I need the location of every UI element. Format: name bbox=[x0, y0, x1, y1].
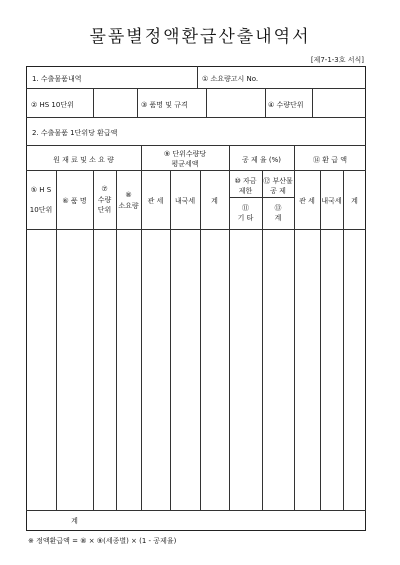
refund-customs-col-header: 관 세 bbox=[299, 197, 315, 205]
other-col-header-1: ⑪ bbox=[242, 204, 249, 212]
export-goods-label: 1. 수출물품내역 bbox=[32, 75, 82, 83]
unit-col-header-2: 수량 bbox=[97, 196, 112, 204]
rule bbox=[312, 88, 313, 117]
req-col-header-1: ⑧ bbox=[125, 191, 132, 199]
domestic-col-header: 내국세 bbox=[174, 197, 196, 205]
qty-unit-label: ④ 수량단위 bbox=[268, 101, 304, 109]
hs-code-label: ② HS 10단위 bbox=[31, 101, 74, 109]
rule bbox=[26, 229, 366, 230]
export-decl-no-label: ① 소요량고시 No. bbox=[202, 75, 259, 83]
rule bbox=[26, 117, 366, 118]
unit-col-header-3: 단위 bbox=[97, 206, 112, 214]
rule bbox=[26, 88, 366, 89]
unit-refund-header-2: 평균세액 bbox=[171, 160, 199, 168]
form-number: [제7-1-3호 서식] bbox=[310, 56, 364, 64]
self-col-header-2: 제한 bbox=[238, 187, 253, 195]
rule bbox=[93, 170, 94, 510]
total-col-header: 계 bbox=[211, 197, 218, 205]
unit-col-header-1: ⑦ bbox=[101, 185, 108, 193]
rule bbox=[200, 170, 201, 510]
rule bbox=[170, 170, 171, 510]
deduction-rate-header: 공 제 율 (%) bbox=[241, 156, 282, 164]
hs-col-header-2: 10단위 bbox=[29, 206, 53, 214]
refund-formula-note: ※ 정액환급액 = ⑧ × ⑨(세종별) × (1 - 공제율) bbox=[28, 537, 177, 545]
name-col-header: ⑥ 품 명 bbox=[62, 197, 87, 205]
hs-col-header-1: ⑤ H S bbox=[30, 186, 52, 194]
rule bbox=[206, 88, 207, 117]
refund-amount-header: ⑭ 환 급 액 bbox=[313, 156, 347, 164]
usage-col-header-1: ⑫ 부산물 bbox=[263, 177, 293, 185]
rule bbox=[137, 88, 138, 117]
usage-col-header-2: 공 제 bbox=[270, 187, 286, 195]
rule bbox=[26, 510, 366, 511]
self-col-header-1: ⑩ 자금 bbox=[234, 177, 257, 185]
customs-col-header: 관 세 bbox=[147, 197, 164, 205]
rule bbox=[26, 145, 366, 146]
req-col-header-2: 소요량 bbox=[118, 202, 139, 210]
rule bbox=[265, 88, 266, 117]
rule bbox=[343, 170, 344, 510]
rule bbox=[197, 66, 198, 88]
rule bbox=[320, 170, 321, 510]
total-row-label: 계 bbox=[71, 517, 78, 525]
rule bbox=[229, 145, 230, 510]
rule bbox=[26, 170, 366, 171]
other-col-header-2: 기 타 bbox=[237, 214, 254, 222]
rule bbox=[116, 170, 117, 510]
raw-material-header: 원 재 료 및 소 요 량 bbox=[53, 156, 114, 164]
sum-col-header-2: 계 bbox=[274, 214, 282, 222]
unit-refund-header-1: ⑨ 단위수량당 bbox=[163, 150, 207, 158]
sum-col-header-1: ⑬ bbox=[274, 204, 282, 212]
rule bbox=[56, 170, 57, 510]
refund-domestic-col-header: 내국세 bbox=[321, 197, 342, 205]
form-title: 물품별정액환급산출내역서 bbox=[89, 27, 311, 47]
item-spec-label: ③ 품명 및 규격 bbox=[141, 101, 188, 109]
rule bbox=[93, 88, 94, 117]
refund-total-col-header: 계 bbox=[351, 197, 358, 205]
section2-title: 2. 수출물품 1단위당 환급액 bbox=[32, 129, 118, 137]
